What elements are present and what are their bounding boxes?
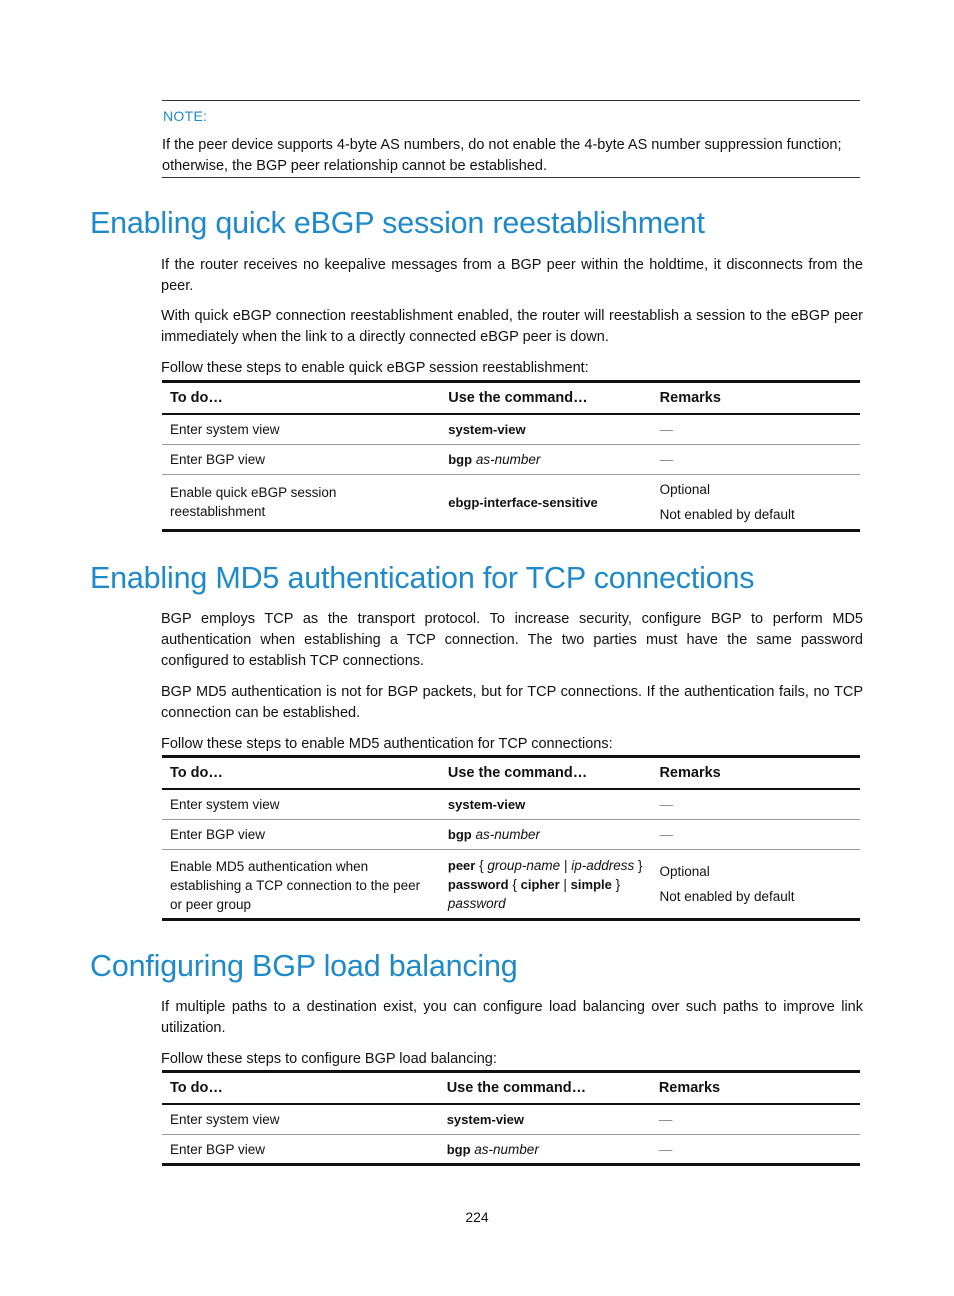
page-number: 224 <box>465 1209 489 1225</box>
todo-cell: Enter BGP view <box>162 820 440 850</box>
command-table <box>162 755 860 921</box>
todo-cell: Enter BGP view <box>162 1135 439 1165</box>
command-keyword: bgp <box>448 452 473 467</box>
syntax-brace: { <box>479 857 484 873</box>
section-heading: Enabling MD5 authentication for TCP connections <box>90 561 755 595</box>
remark-dash: — <box>658 1141 673 1157</box>
remarks-cell <box>651 850 860 920</box>
syntax-brace: } <box>638 857 643 873</box>
command-cell <box>439 1135 651 1165</box>
remark-text: Not enabled by default <box>659 889 795 904</box>
note-label: NOTE: <box>163 108 208 124</box>
column-header: Use the command… <box>439 1072 651 1105</box>
command-keyword: system-view <box>446 1112 525 1127</box>
command-table <box>162 380 860 532</box>
command-keyword: system-view <box>447 797 526 812</box>
table-row <box>162 789 860 820</box>
paragraph: If multiple paths to a destination exist, you can configure load balancing over such paths to improve link utilization. <box>161 999 863 1036</box>
paragraph: BGP employs TCP as the transport protocol. To increase security, configure BGP to perform MD5 authentication when establishing a TCP connection. The two parties must have the same password configured to establish TCP connections. <box>161 611 863 669</box>
command-cell <box>440 445 651 475</box>
table-header-row <box>162 757 860 790</box>
command-cell <box>440 789 652 820</box>
column-header: Remarks <box>651 757 860 790</box>
table-intro: Follow these steps to configure BGP load balancing: <box>161 1051 497 1067</box>
table-intro: Follow these steps to enable MD5 authentication for TCP connections: <box>161 736 613 752</box>
command-argument: as-number <box>474 1141 539 1157</box>
todo-cell: Enter system view <box>162 414 440 445</box>
section-heading: Enabling quick eBGP session reestablishment <box>90 206 705 240</box>
remark-dash: — <box>659 452 674 467</box>
command-keyword: system-view <box>448 422 526 437</box>
column-header: To do… <box>162 1072 439 1105</box>
remark-dash: — <box>659 797 673 812</box>
command-cell <box>440 850 652 920</box>
remarks-cell <box>651 1135 860 1165</box>
syntax-brace: } <box>615 876 621 892</box>
column-header: Use the command… <box>440 382 651 415</box>
todo-cell: Enter BGP view <box>162 445 440 475</box>
command-argument: group-name <box>487 857 561 873</box>
note-bottom-rule <box>162 177 860 178</box>
column-header: Use the command… <box>440 757 652 790</box>
command-keyword: bgp <box>446 1141 471 1157</box>
remarks-cell <box>652 445 860 475</box>
todo-cell: Enter system view <box>162 1104 439 1135</box>
command-argument: ip-address <box>571 857 635 873</box>
command-argument: password <box>447 895 506 911</box>
table-row <box>162 850 860 920</box>
table-row <box>162 1135 860 1165</box>
command-keyword: simple <box>570 876 612 892</box>
remarks-cell <box>651 1104 860 1135</box>
command-keyword: cipher <box>520 876 560 892</box>
remarks-cell <box>651 820 860 850</box>
column-header: Remarks <box>652 382 860 415</box>
command-cell <box>439 1104 651 1135</box>
todo-cell: Enable MD5 authentication when establishing a TCP connection to the peer or peer group <box>162 850 440 920</box>
command-keyword: password <box>447 876 509 892</box>
remark-dash: — <box>659 422 674 437</box>
remark-text: Optional <box>659 482 710 497</box>
remarks-cell <box>651 789 860 820</box>
command-cell <box>440 414 651 445</box>
todo-cell: Enable quick eBGP session reestablishment <box>162 475 440 531</box>
table-row <box>162 820 860 850</box>
remark-dash: — <box>658 1112 673 1127</box>
table-header-row <box>162 382 860 415</box>
command-argument: as-number <box>475 452 541 467</box>
command-cell <box>440 475 651 531</box>
column-header: To do… <box>162 382 440 415</box>
command-cell <box>440 820 652 850</box>
todo-cell: Enter system view <box>162 789 440 820</box>
remarks-cell <box>652 414 860 445</box>
paragraph: If the router receives no keepalive messages from a BGP peer within the holdtime, it disconnects from the peer. <box>161 257 863 294</box>
paragraph: With quick eBGP connection reestablishment enabled, the router will reestablish a session to the eBGP peer immediately when the link to a directly connected eBGP peer is down. <box>161 308 863 345</box>
syntax-pipe: | <box>563 876 567 892</box>
table-intro: Follow these steps to enable quick eBGP session reestablishment: <box>161 360 589 376</box>
paragraph: BGP MD5 authentication is not for BGP packets, but for TCP connections. If the authentication fails, no TCP connection can be established. <box>161 684 863 721</box>
remark-dash: — <box>659 827 673 842</box>
table-row <box>162 1104 860 1135</box>
remark-text: Not enabled by default <box>659 507 795 522</box>
command-keyword: peer <box>447 857 476 873</box>
remark-text: Optional <box>659 864 710 879</box>
column-header: Remarks <box>651 1072 860 1105</box>
note-top-rule <box>162 100 860 101</box>
command-keyword: bgp <box>447 827 472 842</box>
command-table <box>162 1070 860 1166</box>
table-row <box>162 445 860 475</box>
table-header-row <box>162 1072 860 1105</box>
syntax-pipe: | <box>563 857 568 873</box>
section-heading: Configuring BGP load balancing <box>90 949 518 983</box>
table-row <box>162 475 860 531</box>
syntax-brace: { <box>512 876 517 892</box>
column-header: To do… <box>162 757 440 790</box>
table-row <box>162 414 860 445</box>
note-text: If the peer device supports 4-byte AS numbers, do not enable the 4-byte AS number suppression function; otherwise, the BGP peer relationship cannot be established. <box>162 137 842 174</box>
command-argument: as-number <box>475 827 540 842</box>
remarks-cell <box>652 475 860 531</box>
command-keyword: ebgp-interface-sensitive <box>448 494 598 510</box>
